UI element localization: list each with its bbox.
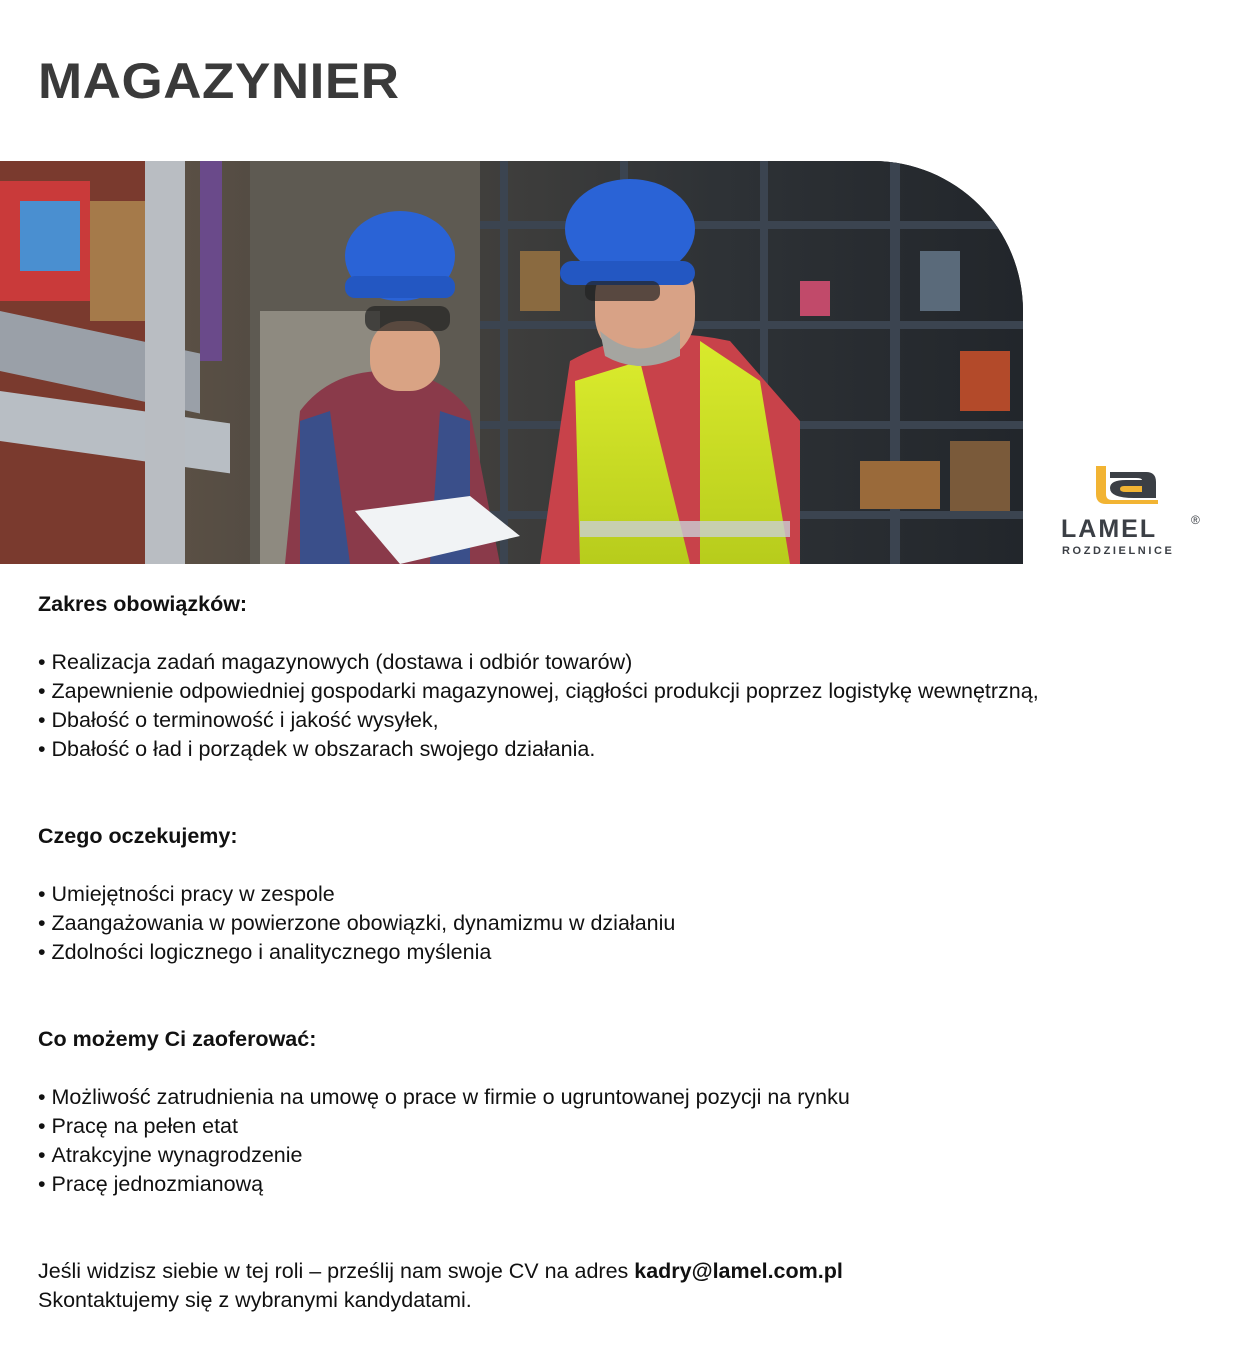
section-heading: Czego oczekujemy:: [38, 824, 238, 848]
page-title: MAGAZYNIER: [38, 53, 400, 109]
job-description: [38, 590, 1218, 1315]
section-offer: [38, 1025, 1218, 1199]
list-item: • Dbałość o terminowość i jakość wysyłek,: [38, 706, 1218, 735]
responsibilities-list: [38, 648, 1218, 764]
closing-note: [38, 1257, 1218, 1315]
registered-mark: ®: [1191, 513, 1200, 527]
contact-email[interactable]: kadry@lamel.com.pl: [634, 1259, 843, 1283]
section-heading: Zakres obowiązków:: [38, 592, 248, 616]
closing-line-1: [38, 1257, 1218, 1286]
section-responsibilities: [38, 590, 1218, 764]
list-item: • Pracę na pełen etat: [38, 1112, 1218, 1141]
logo-subtitle: ROZDZIELNICE: [1062, 545, 1175, 557]
section-heading: Co możemy Ci zaoferować:: [38, 1027, 317, 1051]
section-expectations: [38, 822, 1218, 967]
expectations-list: [38, 880, 1218, 967]
lamel-logo: [1058, 462, 1208, 562]
offer-list: [38, 1083, 1218, 1199]
list-item: • Pracę jednozmianową: [38, 1170, 1218, 1199]
warehouse-photo-icon: [0, 161, 1023, 564]
hero-photo: [0, 161, 1023, 564]
list-item: • Atrakcyjne wynagrodzenie: [38, 1141, 1218, 1170]
lamel-logo-icon: [1096, 464, 1158, 504]
list-item: • Zapewnienie odpowiedniej gospodarki magazynowej, ciągłości produkcji poprzez logistykę wewnętrzną,: [38, 677, 1218, 706]
closing-text: Jeśli widzisz siebie w tej roli – prześlij nam swoje CV na adres: [38, 1259, 635, 1283]
logo-wordmark: LAMEL: [1061, 515, 1158, 543]
list-item: • Umiejętności pracy w zespole: [38, 880, 1218, 909]
list-item: • Dbałość o ład i porządek w obszarach swojego działania.: [38, 735, 1218, 764]
list-item: • Zaangażowania w powierzone obowiązki, dynamizmu w działaniu: [38, 909, 1218, 938]
list-item: • Realizacja zadań magazynowych (dostawa i odbiór towarów): [38, 648, 1218, 677]
closing-line-2: Skontaktujemy się z wybranymi kandydatami.: [38, 1288, 472, 1312]
list-item: • Zdolności logicznego i analitycznego myślenia: [38, 938, 1218, 967]
list-item: • Możliwość zatrudnienia na umowę o prace w firmie o ugruntowanej pozycji na rynku: [38, 1083, 1218, 1112]
